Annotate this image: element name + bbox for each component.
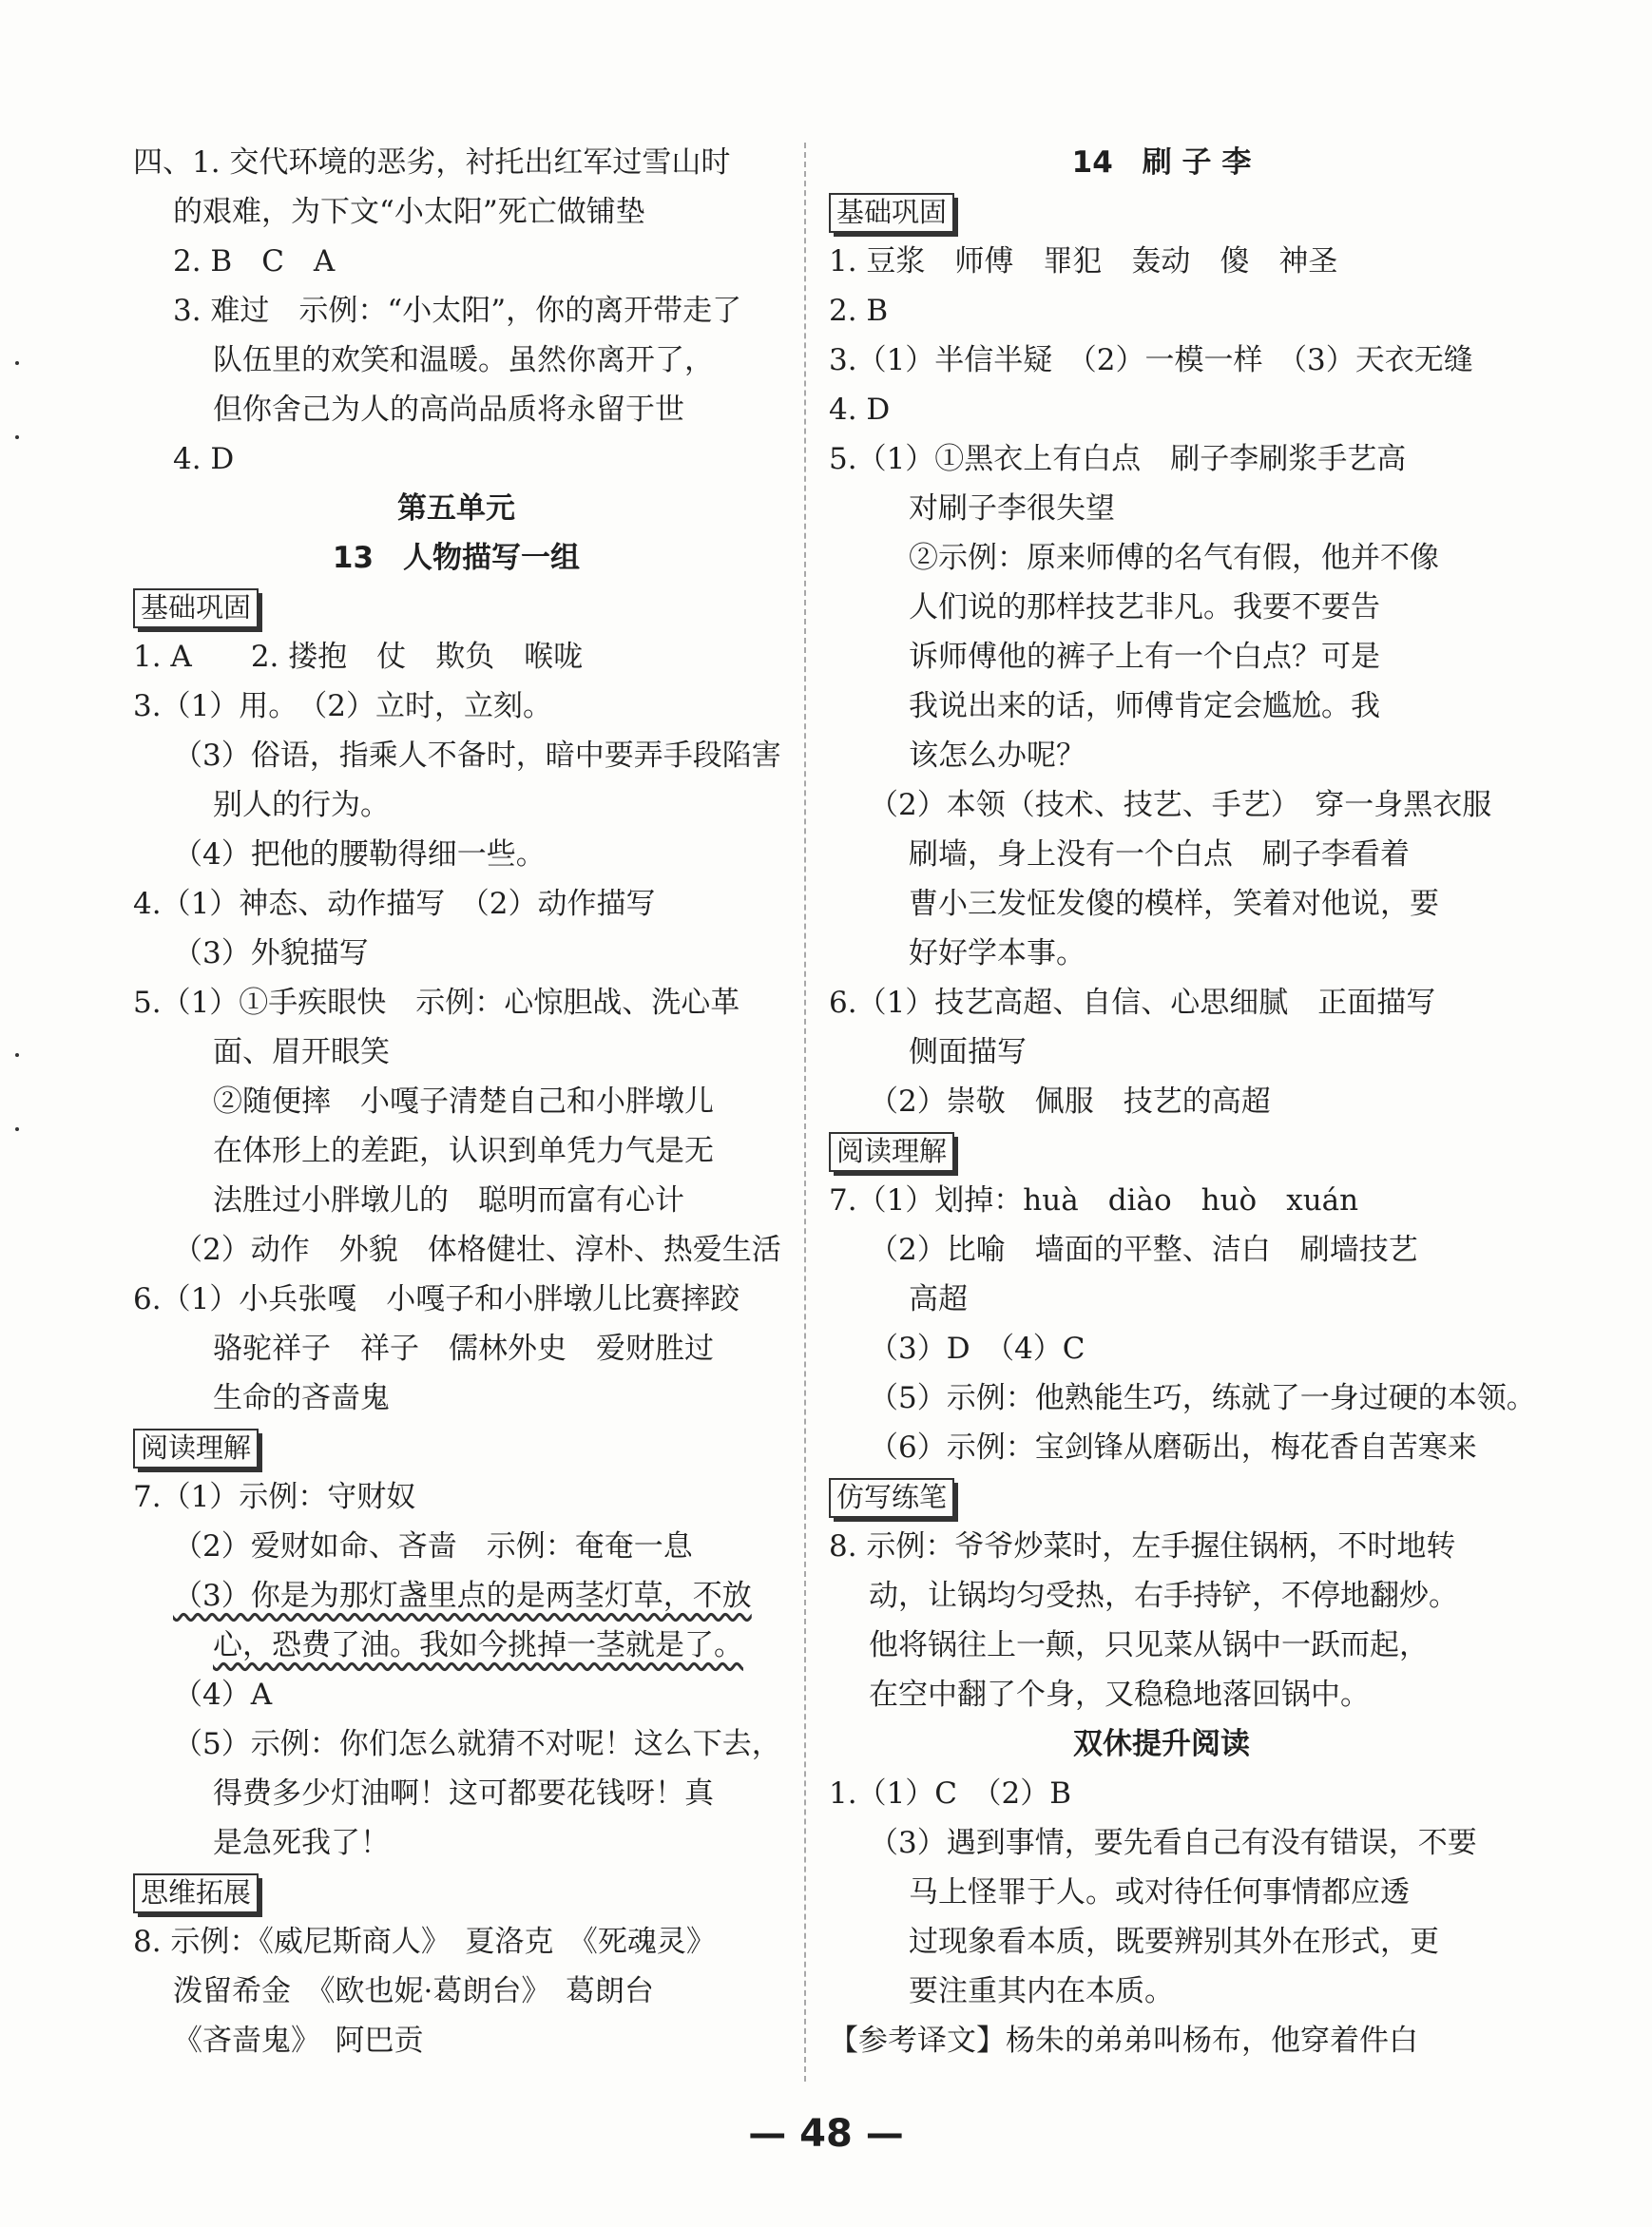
- answer-line: [133, 1275, 779, 1324]
- section-tag-label: 基础巩固: [133, 588, 259, 628]
- answer-text: 1.（1）C （2）B: [829, 1776, 1072, 1811]
- answer-line: [133, 780, 779, 830]
- answer-text: 四、1. 交代环境的恶劣，衬托出红军过雪山时: [133, 145, 731, 180]
- answer-text: （3）你是为那灯盏里点的是两茎灯草，不放: [173, 1579, 752, 1613]
- section-heading-text: 14 刷 子 李: [1071, 145, 1252, 180]
- answer-text: 刷墙，身上没有一个白点 刷子李看着: [909, 837, 1410, 872]
- answer-line: [829, 1868, 1494, 1917]
- section-tag-label: 思维拓展: [133, 1873, 259, 1913]
- answer-line: [829, 1818, 1494, 1868]
- answer-line: [829, 1373, 1536, 1423]
- answer-text: 过现象看本质，既要辨别其外在形式，更: [909, 1925, 1439, 1959]
- answer-text: 曹小三发怔发傻的模样，笑着对他说，要: [909, 887, 1439, 921]
- answer-text: 8. 示例：爷爷炒菜时，左手握住锅柄，不时地转: [829, 1529, 1456, 1564]
- answer-text: 2. B C A: [173, 244, 336, 278]
- answer-text: （3）外貌描写: [173, 936, 369, 970]
- section-tag-label: 基础巩固: [829, 193, 954, 233]
- answer-text: 7.（1）示例：守财奴: [133, 1480, 416, 1514]
- answer-line: [829, 1769, 1494, 1818]
- answer-line: [133, 1571, 779, 1621]
- answer-line: [133, 1917, 779, 1967]
- answer-line: [829, 1275, 1494, 1324]
- margin-dot: [15, 435, 19, 439]
- answer-text: 5.（1）①黑衣上有白点 刷子李刷浆手艺高: [829, 442, 1407, 476]
- answer-text: （2）比喻 墙面的平整、洁白 刷墙技艺: [869, 1233, 1418, 1267]
- answer-text: 4. D: [173, 442, 235, 476]
- margin-dot: [15, 1053, 19, 1057]
- answer-line: [829, 336, 1494, 385]
- answer-text: （2）爱财如命、吝啬 示例：奄奄一息: [173, 1529, 693, 1564]
- section-tag: [829, 1472, 1494, 1522]
- answer-line: [829, 237, 1494, 286]
- answer-text: （3）D （4）C: [869, 1332, 1085, 1366]
- answer-line: [133, 1818, 779, 1868]
- answer-text: 得费多少灯油啊！这可都要花钱呀！真: [213, 1776, 714, 1811]
- answer-text: 动，让锅均匀受热，右手持铲，不停地翻炒。: [869, 1579, 1458, 1613]
- answer-text: （2）动作 外貌 体格健壮、淳朴、热爱生活: [173, 1233, 781, 1267]
- section-tag-label: 阅读理解: [133, 1429, 259, 1469]
- answer-text: 1. A 2. 搂抱 仗 欺负 喉咙: [133, 640, 584, 674]
- answer-text: 诉师傅他的裤子上有一个白点？可是: [909, 640, 1380, 674]
- page-number: — 48 —: [748, 2112, 904, 2156]
- answer-line: [133, 237, 779, 286]
- answer-line: [829, 2016, 1494, 2065]
- answer-text: （3）遇到事情，要先看自己有没有错误，不要: [869, 1826, 1477, 1860]
- answer-text: 【参考译文】杨朱的弟弟叫杨布，他穿着件白: [829, 2024, 1418, 2058]
- section-tag-label: 阅读理解: [829, 1132, 954, 1172]
- answer-line: [829, 830, 1494, 879]
- answer-line: [133, 385, 779, 434]
- answer-line: [829, 1917, 1494, 1967]
- answer-text: 3. 难过 示例：“小太阳”，你的离开带走了: [173, 294, 742, 328]
- answer-text: （3）俗语，指乘人不备时，暗中要弄手段陷害: [173, 739, 781, 773]
- answer-line: [829, 1571, 1494, 1621]
- answer-line: [133, 1027, 779, 1077]
- answer-text: 队伍里的欢笑和温暖。虽然你离开了，: [213, 343, 714, 377]
- answer-line: [829, 780, 1494, 830]
- answer-text: 1. 豆浆 师傅 罪犯 轰动 傻 神圣: [829, 244, 1338, 278]
- answer-line: [829, 1027, 1494, 1077]
- section-tag: [829, 187, 1494, 237]
- answer-line: [829, 879, 1494, 929]
- answer-line: [133, 1522, 779, 1571]
- section-heading: [133, 484, 779, 533]
- answer-line: [133, 1670, 779, 1719]
- answer-text: 《吝啬鬼》 阿巴贡: [173, 2024, 424, 2058]
- answer-line: [829, 484, 1494, 533]
- answer-text: 对刷子李很失望: [909, 491, 1115, 526]
- answer-text: （5）示例：他熟能生巧，练就了一身过硬的本领。: [869, 1381, 1536, 1415]
- answer-text: （4）A: [173, 1678, 273, 1712]
- answer-text: 生命的吝啬鬼: [213, 1381, 390, 1415]
- section-tag: [133, 1423, 779, 1472]
- answer-line: [133, 731, 779, 780]
- answer-text: 侧面描写: [909, 1035, 1027, 1069]
- margin-dot: [15, 361, 19, 365]
- margin-dot: [15, 1127, 19, 1131]
- answer-line: [829, 1077, 1494, 1126]
- answer-line: [133, 929, 779, 978]
- answer-text: 7.（1）划掉：huà diào huò xuán: [829, 1183, 1359, 1218]
- answer-line: [829, 434, 1494, 484]
- answer-line: [133, 1719, 779, 1769]
- answer-text: 好好学本事。: [909, 936, 1085, 970]
- answer-text: 心，恐费了油。我如今挑掉一茎就是了。: [213, 1628, 743, 1662]
- answer-line: [133, 879, 779, 929]
- answer-line: [133, 286, 779, 336]
- answer-text: （4）把他的腰勒得细一些。: [173, 837, 546, 872]
- answer-text: 但你舍己为人的高尚品质将永留于世: [213, 393, 684, 427]
- answer-line: [133, 1472, 779, 1522]
- section-heading-text: 双休提升阅读: [1073, 1727, 1250, 1761]
- answer-text: （2）本领（技术、技艺、手艺） 穿一身黑衣服: [869, 788, 1492, 822]
- answer-text: 5.（1）①手疾眼快 示例：心惊胆战、洗心革: [133, 986, 740, 1020]
- answer-line: [133, 1769, 779, 1818]
- section-heading: [829, 138, 1494, 187]
- answer-line: [829, 385, 1494, 434]
- answer-text: 别人的行为。: [213, 788, 390, 822]
- answer-line: [133, 1077, 779, 1126]
- answer-line: [133, 830, 779, 879]
- answer-line: [133, 978, 779, 1027]
- answer-line: [133, 138, 779, 187]
- answer-line: [829, 1423, 1494, 1472]
- answer-text: （5）示例：你们怎么就猜不对呢！这么下去，: [173, 1727, 781, 1761]
- section-heading: [829, 1719, 1494, 1769]
- answer-line: [829, 929, 1494, 978]
- answer-text: 4. D: [829, 393, 891, 427]
- answer-text: 要注重其内在本质。: [909, 1974, 1174, 2008]
- answer-text: 该怎么办呢？: [909, 739, 1085, 773]
- answer-line: [133, 1324, 779, 1373]
- answer-line: [133, 2016, 779, 2065]
- answer-text: 6.（1）小兵张嘎 小嘎子和小胖墩儿比赛摔跤: [133, 1282, 740, 1316]
- section-heading-text: 13 人物描写一组: [332, 541, 581, 575]
- answer-text: 泼留希金 《欧也妮·葛朗台》 葛朗台: [173, 1974, 654, 2008]
- answer-line: [133, 632, 779, 682]
- answer-text: 在空中翻了个身，又稳稳地落回锅中。: [869, 1678, 1370, 1712]
- answer-text: 3.（1）半信半疑 （2）一模一样 （3）天衣无缝: [829, 343, 1473, 377]
- answer-text: 是急死我了！: [213, 1826, 390, 1860]
- answer-text: 在体形上的差距，认识到单凭力气是无: [213, 1134, 714, 1168]
- answer-text: 面、眉开眼笑: [213, 1035, 390, 1069]
- answer-text: （2）崇敬 佩服 技艺的高超: [869, 1085, 1271, 1119]
- answer-line: [829, 978, 1494, 1027]
- answer-line: [829, 1621, 1494, 1670]
- answer-text: 的艰难，为下文“小太阳”死亡做铺垫: [173, 195, 645, 229]
- answer-text: 2. B: [829, 294, 889, 328]
- answer-line: [829, 682, 1494, 731]
- answer-line: [133, 434, 779, 484]
- answer-line: [133, 1225, 779, 1275]
- answer-text: 马上怪罪于人。或对待任何事情都应透: [909, 1875, 1410, 1910]
- answer-line: [829, 731, 1494, 780]
- left-column: [133, 138, 779, 2065]
- section-tag-label: 仿写练笔: [829, 1478, 954, 1518]
- answer-line: [133, 1621, 779, 1670]
- answer-line: [829, 1225, 1494, 1275]
- answer-line: [829, 1967, 1494, 2016]
- answer-line: [829, 632, 1494, 682]
- answer-text: 3.（1）用。 （2）立时，立刻。: [133, 689, 553, 723]
- answer-text: ②示例：原来师傅的名气有假，他并不像: [909, 541, 1439, 575]
- answer-line: [133, 187, 779, 237]
- answer-text: 4.（1）神态、动作描写 （2）动作描写: [133, 887, 656, 921]
- answer-line: [829, 583, 1494, 632]
- answer-line: [829, 1324, 1494, 1373]
- section-tag: [133, 1868, 779, 1917]
- answer-text: 6.（1）技艺高超、自信、心思细腻 正面描写: [829, 986, 1436, 1020]
- answer-text: 8. 示例：《威尼斯商人》 夏洛克 《死魂灵》: [133, 1925, 716, 1959]
- answer-text: 高超: [909, 1282, 968, 1316]
- answer-line: [829, 1176, 1494, 1225]
- answer-line: [133, 682, 779, 731]
- answer-line: [829, 286, 1494, 336]
- answer-text: 法胜过小胖墩儿的 聪明而富有心计: [213, 1183, 684, 1218]
- section-tag: [133, 583, 779, 632]
- answer-line: [829, 533, 1494, 583]
- answer-line: [829, 1522, 1494, 1571]
- answer-text: 我说出来的话，师傅肯定会尴尬。我: [909, 689, 1380, 723]
- answer-line: [133, 1373, 779, 1423]
- section-tag: [829, 1126, 1494, 1176]
- column-divider: [804, 143, 806, 2082]
- answer-text: 人们说的那样技艺非凡。我要不要告: [909, 590, 1380, 624]
- section-heading: [133, 533, 779, 583]
- right-column: [829, 138, 1536, 2065]
- answer-line: [133, 336, 779, 385]
- answer-text: 骆驼祥子 祥子 儒林外史 爱财胜过: [213, 1332, 714, 1366]
- answer-line: [133, 1967, 779, 2016]
- answer-line: [133, 1176, 779, 1225]
- answer-line: [133, 1126, 779, 1176]
- answer-line: [829, 1670, 1494, 1719]
- answer-text: 他将锅往上一颠，只见菜从锅中一跃而起，: [869, 1628, 1429, 1662]
- section-heading-text: 第五单元: [397, 491, 515, 526]
- answer-text: （6）示例：宝剑锋从磨砺出，梅花香自苦寒来: [869, 1430, 1477, 1465]
- answer-text: ②随便摔 小嘎子清楚自己和小胖墩儿: [213, 1085, 714, 1119]
